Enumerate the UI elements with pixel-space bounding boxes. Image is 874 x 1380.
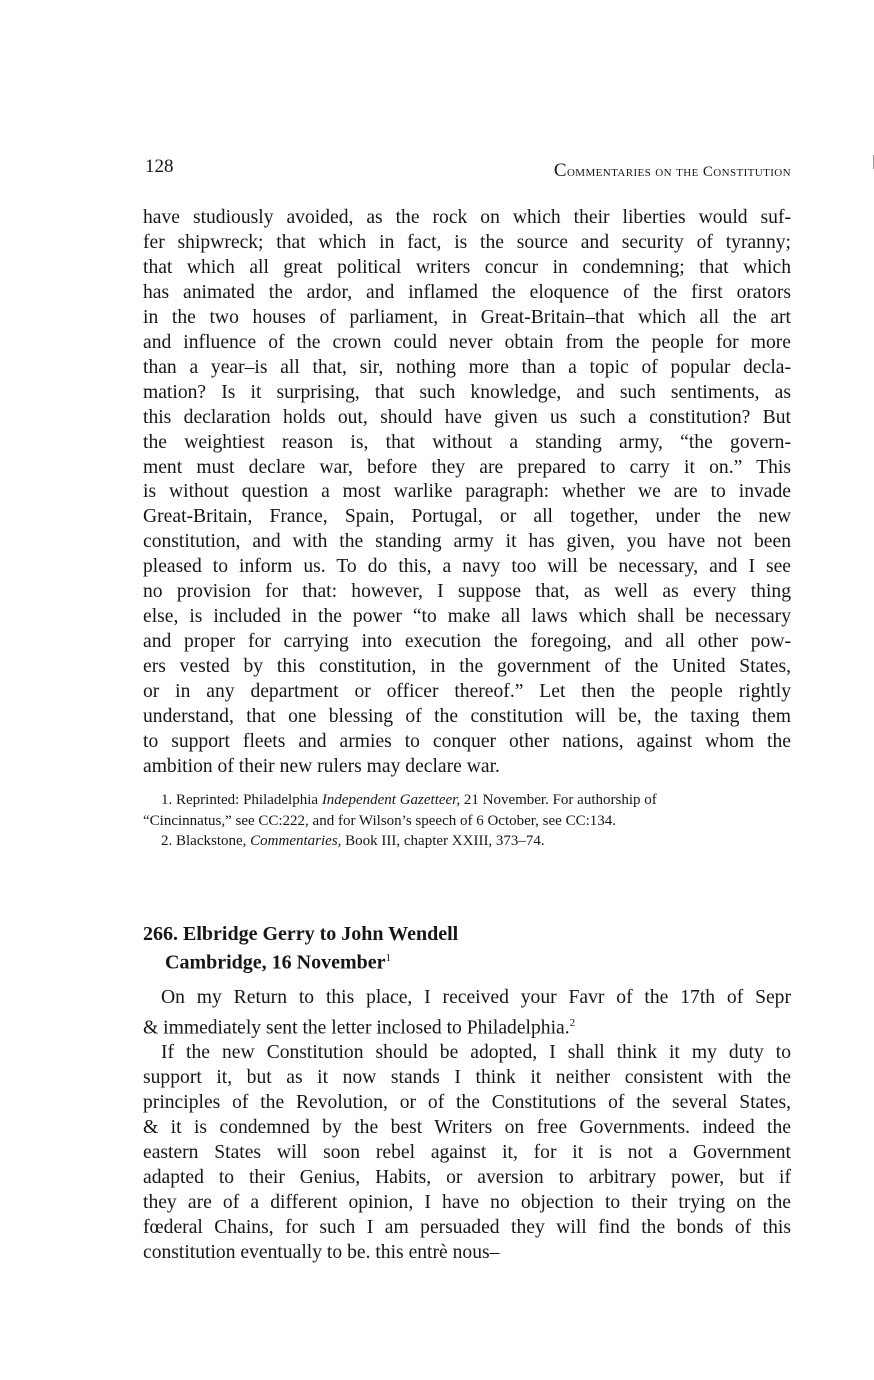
footnote-text: “Cincinnatus,” see CC:222, and for Wilson’s speech of 6 October, see CC:134. <box>143 812 617 829</box>
letter-line <box>143 1011 791 1041</box>
body-line: or in any department or officer thereof.” Let then the people rightly <box>143 681 791 703</box>
letter-line: eastern States will soon rebel against it, for it is not a Government <box>143 1142 791 1164</box>
letter-line: they are of a different opinion, I have no objection to their trying on the <box>143 1192 791 1214</box>
letter-line: adapted to their Genius, Habits, or aversion to arbitrary power, but if <box>143 1167 791 1189</box>
footnote-ref: 2 <box>569 1016 576 1029</box>
body-line: constitution, and with the standing army it has given, you have not been <box>143 531 791 553</box>
body-line: understand, that one blessing of the constitution will be, the taxing them <box>143 706 791 728</box>
body-line: ment must declare war, before they are prepared to carry it on.” This <box>143 456 791 478</box>
document-heading <box>143 922 458 975</box>
letter-line: On my Return to this place, I received your Favr of the 17th of Sepr <box>161 987 791 1008</box>
body-line: mation? Is it surprising, that such knowledge, and such sentiments, as <box>143 381 791 403</box>
body-line: Great-Britain, France, Spain, Portugal, or all together, under the new <box>143 506 791 528</box>
body-line: is without question a most warlike paragraph: whether we are to invade <box>143 481 791 503</box>
body-line: and influence of the crown could never obtain from the people for more <box>143 331 791 353</box>
footnote-2 <box>143 831 791 852</box>
letter-line: fœderal Chains, for such I am persuaded they will find the bonds of this <box>143 1217 791 1239</box>
letter-text <box>143 986 791 1266</box>
body-line: no provision for that: however, I suppose that, as well as every thing <box>143 581 791 603</box>
body-line: to support fleets and armies to conquer other nations, against whom the <box>143 731 791 753</box>
dateline-text: Cambridge, 16 November <box>165 951 386 974</box>
page-number: 128 <box>145 156 174 177</box>
body-line: than a year–is all that, sir, nothing more than a topic of popular decla- <box>143 356 791 378</box>
letter-line: If the new Constitution should be adopted, I shall think it my duty to <box>161 1042 791 1064</box>
letter-line-text: & immediately sent the letter inclosed to Philadelphia. <box>143 1017 570 1039</box>
footnote-ref: 1 <box>385 952 392 964</box>
body-line: and proper for carrying into execution the foregoing, and all other pow- <box>143 631 791 653</box>
body-line: in the two houses of parliament, in Great-Britain–that which all the art <box>143 306 791 328</box>
body-line: else, is included in the power “to make all laws which shall be necessary <box>143 606 791 628</box>
footnote-text: 2. Blackstone, <box>161 833 251 849</box>
running-head: Commentaries on the Constitution <box>553 160 791 181</box>
footnote-text: 1. Reprinted: Philadelphia <box>161 792 322 808</box>
newspaper-title: Independent Gazetteer, <box>321 792 461 808</box>
footnote-text: 21 November. For authorship of <box>460 792 657 808</box>
body-line: fer shipwreck; that which in fact, is the source and security of tyranny; <box>143 231 791 253</box>
body-line: pleased to inform us. To do this, a navy too will be necessary, and I see <box>143 556 791 578</box>
body-text <box>143 206 791 780</box>
body-line: have studiously avoided, as the rock on which their liberties would suf- <box>143 207 791 228</box>
body-line: the weightiest reason is, that without a standing army, “the govern- <box>143 431 791 453</box>
body-line: ambition of their new rulers may declare war. <box>143 755 500 777</box>
letter-line: support it, but as it now stands I think it neither consistent with the <box>143 1067 791 1089</box>
body-line: this declaration holds out, should have given us such a constitution? But <box>143 406 791 428</box>
letter-line: principles of the Revolution, or of the Constitutions of the several States, <box>143 1092 791 1114</box>
dateline <box>143 946 458 975</box>
footnote-1 <box>143 790 791 831</box>
body-line: has animated the ardor, and inflamed the eloquence of the first orators <box>143 281 791 303</box>
footnotes <box>143 790 791 852</box>
footnote-text: Book III, chapter XXIII, 373–74. <box>341 833 545 849</box>
letter-line: constitution eventually to be. this entrè nous– <box>143 1242 500 1264</box>
letter-line: & it is condemned by the best Writers on free Governments. indeed the <box>143 1117 791 1139</box>
body-line: ers vested by this constitution, in the government of the United States, <box>143 656 791 678</box>
work-title: Commentaries, <box>250 833 342 849</box>
document-title: 266. Elbridge Gerry to John Wendell <box>143 923 459 945</box>
body-line: that which all great political writers concur in condemning; that which <box>143 256 791 278</box>
